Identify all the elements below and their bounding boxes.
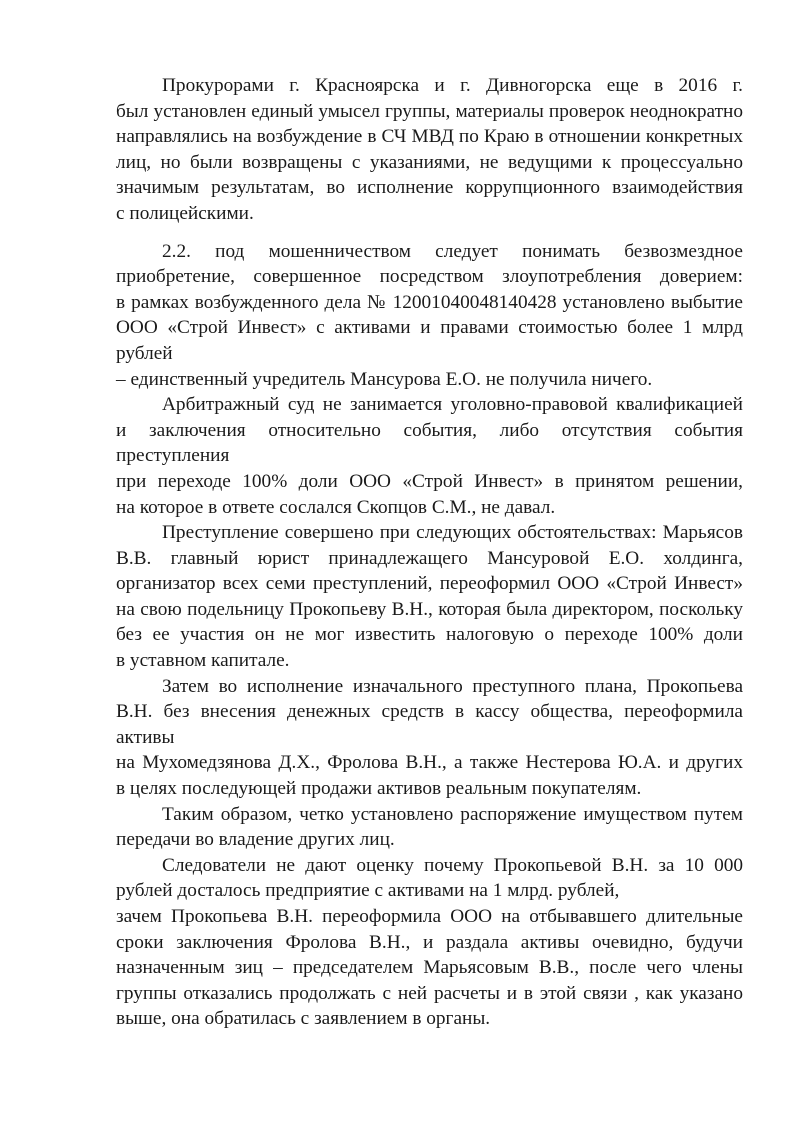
- text-line: В.В. главный юрист принадлежащего Мансуровой Е.О. холдинга,: [116, 547, 743, 569]
- text-line: в уставном капитале.: [116, 650, 290, 672]
- text-line: Таким образом, четко установлено распоряжение имуществом путем: [162, 803, 743, 825]
- paragraph-conclusion: [116, 802, 743, 853]
- paragraph-why-reregistered: [116, 904, 743, 1032]
- text-line: при переходе 100% доли ООО «Строй Инвест» в принятом решении,: [116, 470, 743, 492]
- text-line: зачем Прокопьева В.Н. переоформила ООО на отбывавшего длительные: [116, 906, 743, 927]
- text-line: В.Н. без внесения денежных средств в кассу общества, переоформила активы: [116, 701, 743, 748]
- paragraph-fraud-definition: [116, 239, 743, 393]
- text-line: выше, она обратилась с заявлением в органы.: [116, 1008, 491, 1030]
- paragraph-crime-circumstances: [116, 520, 743, 674]
- document-page: [116, 73, 743, 1032]
- text-line: назначенным зиц – председателем Марьясовым В.В., после чего члены: [116, 957, 743, 979]
- text-line: группы отказались продолжать с ней расчеты и в этой связи , как указано: [116, 982, 743, 1004]
- text-line: сроки заключения Фролова В.Н., и раздала активы очевидно, будучи: [116, 931, 743, 953]
- text-line: Арбитражный суд не занимается уголовно-правовой квалификацией: [162, 394, 743, 416]
- text-line: в целях последующей продажи активов реальным покупателям.: [116, 778, 642, 800]
- text-line: Затем во исполнение изначального преступного плана, Прокопьева: [162, 675, 743, 697]
- text-line: 2.2. под мошенничеством следует понимать безвозмездное: [162, 240, 743, 262]
- text-line: в рамках возбужденного дела № 12001040048140428 установлено выбытие: [116, 291, 743, 313]
- text-line: направлялись на возбуждение в СЧ МВД по Краю в отношении конкретных: [116, 126, 743, 148]
- text-line: передачи во владение других лиц.: [116, 829, 395, 851]
- text-line: рублей досталось предприятие с активами на 1 млрд. рублей,: [116, 880, 620, 902]
- text-line: Преступление совершено при следующих обстоятельствах: Марьясов: [162, 522, 743, 544]
- paragraph-prosecutors: [116, 73, 743, 227]
- text-line: на свою подельницу Прокопьеву В.Н., которая была директором, поскольку: [116, 598, 743, 620]
- text-line: с полицейскими.: [116, 202, 254, 224]
- paragraph-asset-transfer: [116, 674, 743, 802]
- text-line: приобретение, совершенное посредством злоупотребления доверием:: [116, 266, 743, 288]
- text-line: и заключения относительно события, либо отсутствия события преступления: [116, 419, 743, 467]
- text-line: без ее участия он не мог известить налоговую о переходе 100% доли: [116, 624, 743, 646]
- text-line: на которое в ответе сослался Скопцов С.М., не давал.: [116, 496, 556, 518]
- paragraph-investigators: [116, 853, 743, 904]
- text-line: Следователи не дают оценку почему Прокопьевой В.Н. за 10 000: [162, 854, 743, 876]
- text-line: значимым результатам, во исполнение коррупционного взаимодействия: [116, 177, 743, 199]
- paragraph-arbitration-court: [116, 392, 743, 520]
- text-line: ООО «Строй Инвест» с активами и правами стоимостью более 1 млрд рублей: [116, 317, 743, 364]
- text-line: на Мухомедзянова Д.Х., Фролова В.Н., а также Нестерова Ю.А. и других: [116, 752, 743, 774]
- text-line: организатор всех семи преступлений, переоформил ООО «Строй Инвест»: [116, 573, 743, 595]
- text-line: лиц, но были возвращены с указаниями, не ведущими к процессуально: [116, 151, 743, 173]
- text-line: Прокурорами г. Красноярска и г. Дивногорска еще в 2016 г.: [162, 75, 743, 96]
- text-line: – единственный учредитель Мансурова Е.О. не получила ничего.: [116, 368, 653, 390]
- text-line: был установлен единый умысел группы, материалы проверок неоднократно: [116, 100, 743, 122]
